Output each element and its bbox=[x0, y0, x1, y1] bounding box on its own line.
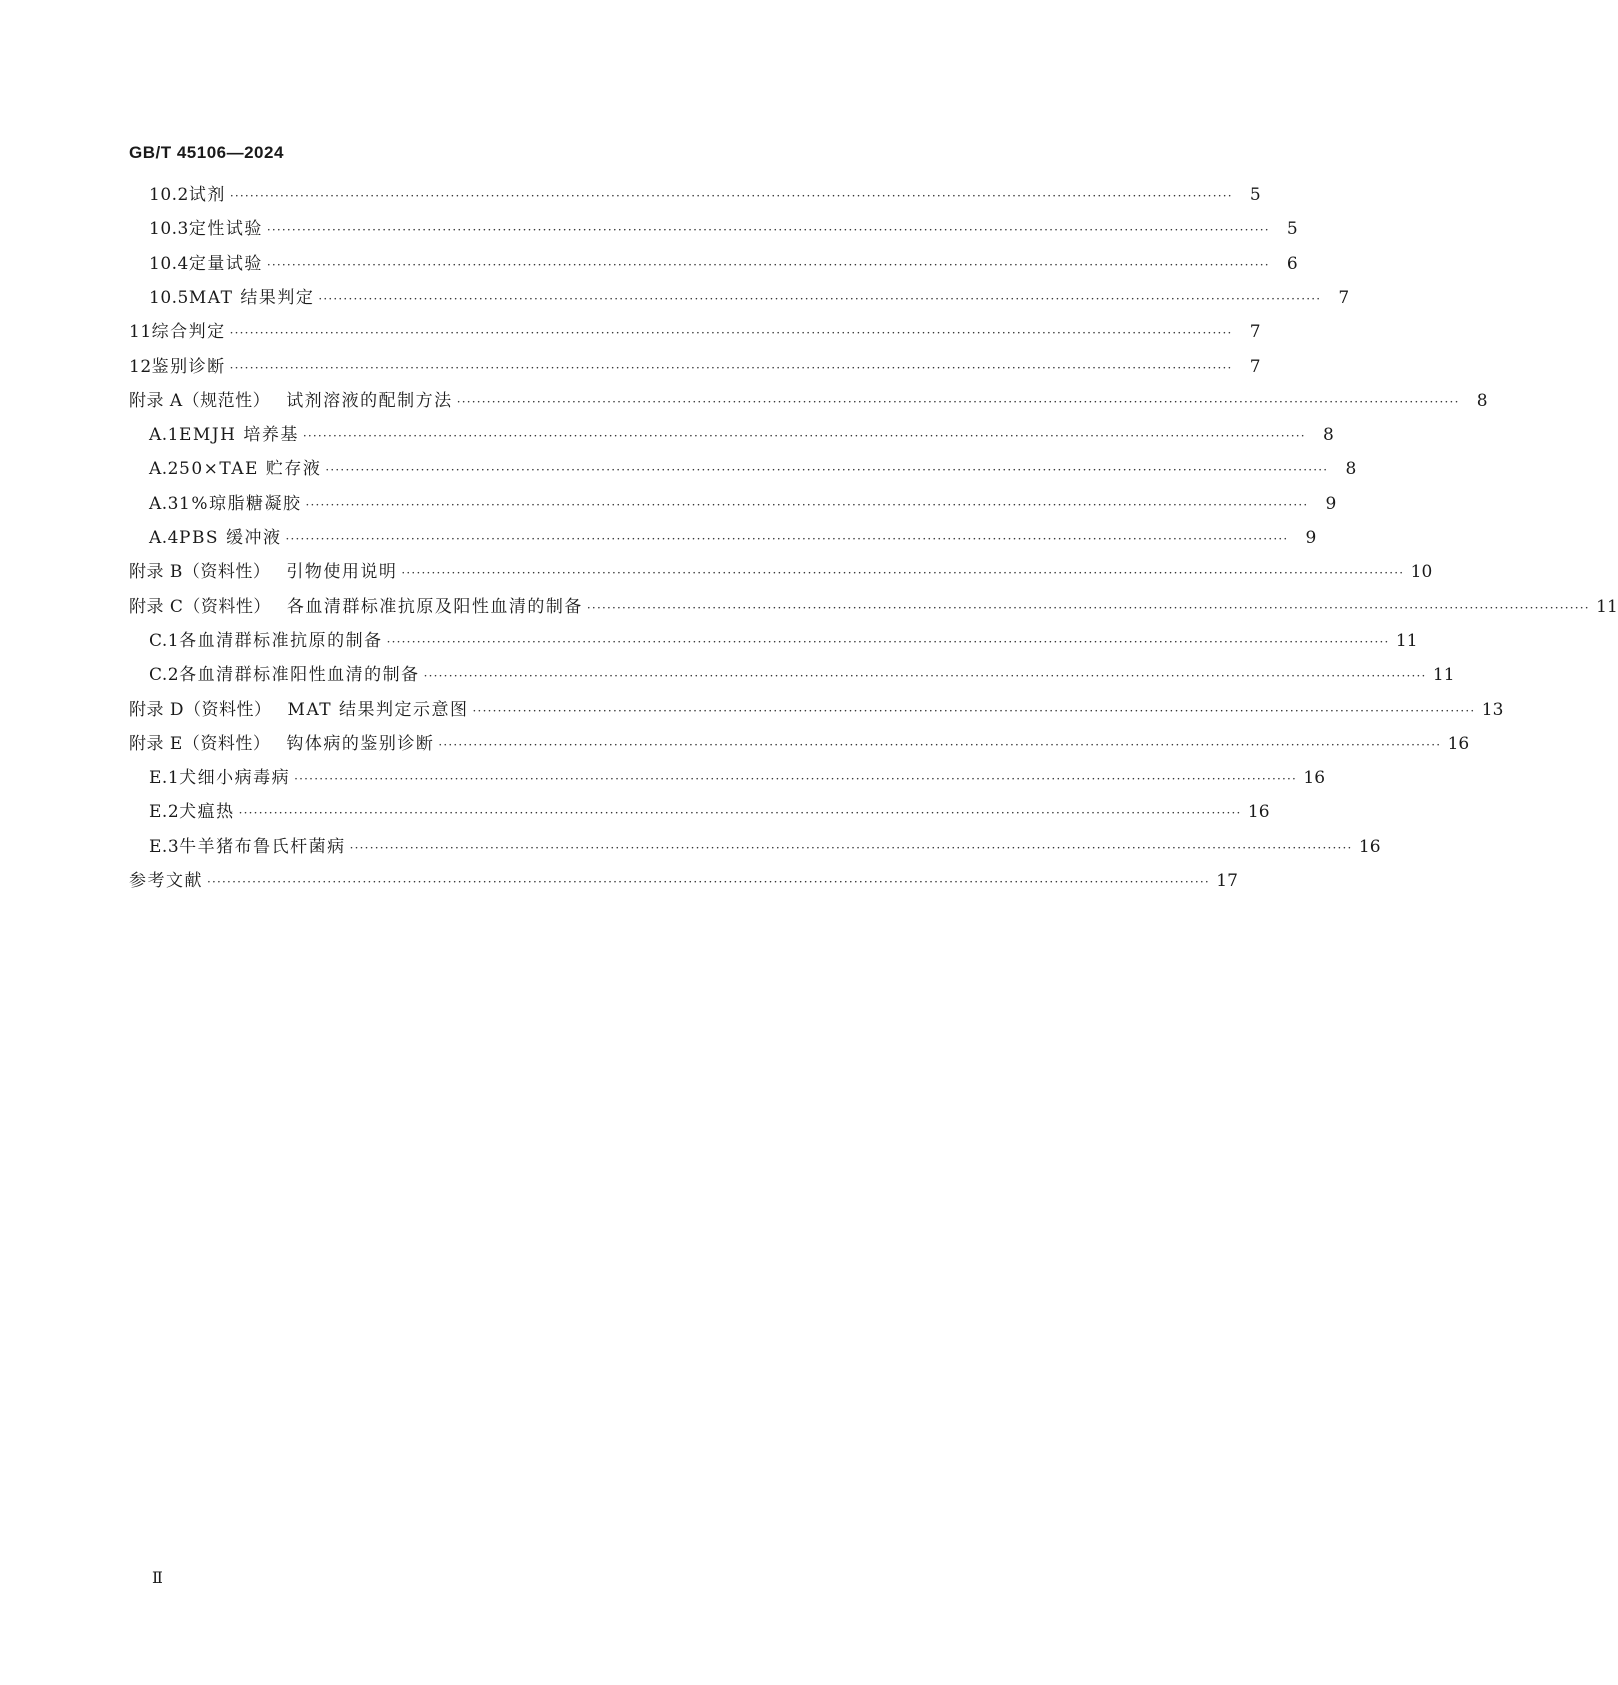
toc-entry-number: A.1 bbox=[149, 425, 179, 445]
toc-entry-number: 12 bbox=[129, 357, 152, 377]
toc-entry-page: 7 bbox=[1249, 322, 1261, 342]
toc-entry[interactable] bbox=[129, 868, 1238, 894]
toc-entry-title: 犬细小病毒病 bbox=[179, 768, 291, 788]
toc-entry-page: 17 bbox=[1216, 871, 1238, 891]
toc-entry-number: 附录 B（资料性） bbox=[129, 562, 271, 582]
toc-dot-leader: ········································································································································································································ bbox=[586, 601, 1590, 615]
toc-entry-page: 13 bbox=[1481, 700, 1504, 720]
toc-entry-title: EMJH 培养基 bbox=[179, 425, 299, 445]
toc-entry[interactable] bbox=[149, 799, 1270, 825]
toc-entry-page: 16 bbox=[1358, 837, 1381, 857]
toc-dot-leader: ········································································································································································································ bbox=[318, 292, 1322, 306]
toc-dot-leader: ········································································································································································································ bbox=[423, 669, 1427, 683]
toc-entry-title: 鉴别诊断 bbox=[151, 357, 226, 377]
toc-entry-title: 引物使用说明 bbox=[286, 562, 398, 582]
toc-entry-page: 11 bbox=[1395, 631, 1418, 651]
toc-dot-leader: ········································································································································································································ bbox=[207, 875, 1210, 889]
toc-entry-page: 8 bbox=[1345, 459, 1357, 479]
toc-entry-page: 9 bbox=[1325, 494, 1337, 514]
toc-entry[interactable] bbox=[129, 354, 1261, 380]
toc-entry[interactable] bbox=[149, 456, 1357, 482]
toc-entry[interactable] bbox=[149, 182, 1261, 208]
toc-entry-page: 8 bbox=[1476, 391, 1488, 411]
toc-entry-title: 牛羊猪布鲁氏杆菌病 bbox=[179, 837, 346, 857]
toc-entry[interactable] bbox=[129, 697, 1504, 723]
toc-entry[interactable] bbox=[129, 388, 1488, 414]
toc-entry-title: 定量试验 bbox=[188, 254, 263, 274]
toc-entry-number: 10.2 bbox=[149, 185, 189, 205]
toc-dot-leader: ········································································································································································································ bbox=[325, 463, 1329, 477]
toc-entry-number: 10.3 bbox=[149, 219, 189, 239]
toc-dot-leader: ········································································································································································································ bbox=[438, 738, 1442, 752]
toc-entry-page: 5 bbox=[1286, 219, 1298, 239]
toc-entry-page: 11 bbox=[1432, 665, 1455, 685]
toc-entry-page: 7 bbox=[1249, 357, 1261, 377]
toc-entry-number: C.2 bbox=[149, 665, 180, 685]
toc-entry-page: 10 bbox=[1410, 562, 1433, 582]
toc-entry[interactable] bbox=[149, 834, 1381, 860]
toc-entry[interactable] bbox=[129, 559, 1433, 585]
toc-entry[interactable] bbox=[149, 491, 1337, 517]
toc-dot-leader: ········································································································································································································ bbox=[229, 189, 1233, 203]
toc-entry-number: 附录 A（规范性） bbox=[129, 391, 271, 411]
toc-entry-title: 1%琼脂糖凝胶 bbox=[179, 494, 302, 514]
toc-dot-leader: ········································································································································································································ bbox=[456, 395, 1460, 409]
toc-entry[interactable] bbox=[129, 319, 1261, 345]
toc-entry-title: 钩体病的鉴别诊断 bbox=[286, 734, 435, 754]
toc-entry-number: C.1 bbox=[149, 631, 180, 651]
toc-entry-title: 各血清群标准抗原的制备 bbox=[179, 631, 383, 651]
toc-dot-leader: ········································································································································································································ bbox=[305, 498, 1309, 512]
toc-dot-leader: ········································································································································································································ bbox=[349, 841, 1353, 855]
toc-entry-title: 各血清群标准阳性血清的制备 bbox=[179, 665, 420, 685]
toc-entry-number: A.3 bbox=[149, 494, 179, 514]
toc-dot-leader: ········································································································································································································ bbox=[229, 326, 1233, 340]
toc-dot-leader: ········································································································································································································ bbox=[302, 429, 1306, 443]
toc-entry[interactable] bbox=[149, 525, 1317, 551]
toc-entry-number: 附录 E（资料性） bbox=[129, 734, 271, 754]
toc-entry-number: E.2 bbox=[149, 802, 180, 822]
toc-entry[interactable] bbox=[129, 594, 1618, 620]
toc-entry-title: 试剂溶液的配制方法 bbox=[286, 391, 453, 411]
toc-entry[interactable] bbox=[149, 765, 1326, 791]
toc-entry[interactable] bbox=[149, 662, 1455, 688]
toc-entry-number: E.3 bbox=[149, 837, 180, 857]
toc-entry[interactable] bbox=[149, 422, 1334, 448]
toc-entry-page: 5 bbox=[1249, 185, 1261, 205]
toc-entry[interactable] bbox=[129, 731, 1470, 757]
toc-entry-page: 9 bbox=[1305, 528, 1317, 548]
toc-entry-title: 各血清群标准抗原及阳性血清的制备 bbox=[286, 597, 583, 617]
toc-dot-leader: ········································································································································································································ bbox=[294, 772, 1298, 786]
toc-entry[interactable] bbox=[149, 628, 1418, 654]
toc-entry[interactable] bbox=[149, 285, 1350, 311]
toc-entry-title: MAT 结果判定示意图 bbox=[287, 700, 469, 720]
toc-dot-leader: ········································································································································································································ bbox=[401, 566, 1405, 580]
toc-entry-title: MAT 结果判定 bbox=[188, 288, 315, 308]
toc-dot-leader: ········································································································································································································ bbox=[266, 223, 1270, 237]
toc-entry-number: 10.5 bbox=[149, 288, 189, 308]
toc-entry-page: 16 bbox=[1447, 734, 1470, 754]
toc-dot-leader: ········································································································································································································ bbox=[472, 704, 1476, 718]
page-number: Ⅱ bbox=[152, 1568, 163, 1587]
toc-entry-title: 参考文献 bbox=[129, 871, 203, 891]
toc-entry-number: 10.4 bbox=[149, 254, 189, 274]
toc-entry-number: 附录 C（资料性） bbox=[129, 597, 271, 617]
toc-entry-title: 犬瘟热 bbox=[179, 802, 235, 822]
toc-entry-page: 8 bbox=[1322, 425, 1334, 445]
toc-entry-number: 11 bbox=[129, 322, 152, 342]
toc-entry-page: 6 bbox=[1286, 254, 1298, 274]
toc-entry[interactable] bbox=[149, 216, 1298, 242]
toc-entry-number: E.1 bbox=[149, 768, 180, 788]
toc-entry-title: 综合判定 bbox=[151, 322, 226, 342]
toc-entry-number: 附录 D（资料性） bbox=[129, 700, 272, 720]
toc-entry-title: 试剂 bbox=[188, 185, 226, 205]
toc-dot-leader: ········································································································································································································ bbox=[285, 532, 1289, 546]
toc-dot-leader: ········································································································································································································ bbox=[386, 635, 1390, 649]
toc-entry-title: 定性试验 bbox=[188, 219, 263, 239]
toc-entry[interactable] bbox=[149, 251, 1298, 277]
toc-entry-number: A.4 bbox=[149, 528, 179, 548]
toc-dot-leader: ········································································································································································································ bbox=[238, 806, 1242, 820]
document-code: GB/T 45106—2024 bbox=[129, 143, 284, 162]
toc-dot-leader: ········································································································································································································ bbox=[229, 361, 1233, 375]
toc-entry-title: 50×TAE 贮存液 bbox=[179, 459, 322, 479]
toc-entry-title: PBS 缓冲液 bbox=[179, 528, 282, 548]
toc-entry-page: 16 bbox=[1303, 768, 1326, 788]
toc-dot-leader: ········································································································································································································ bbox=[266, 258, 1270, 272]
toc-entry-page: 7 bbox=[1338, 288, 1350, 308]
toc-entry-number: A.2 bbox=[149, 459, 179, 479]
toc-entry-page: 16 bbox=[1247, 802, 1270, 822]
toc-entry-page: 11 bbox=[1596, 597, 1618, 617]
